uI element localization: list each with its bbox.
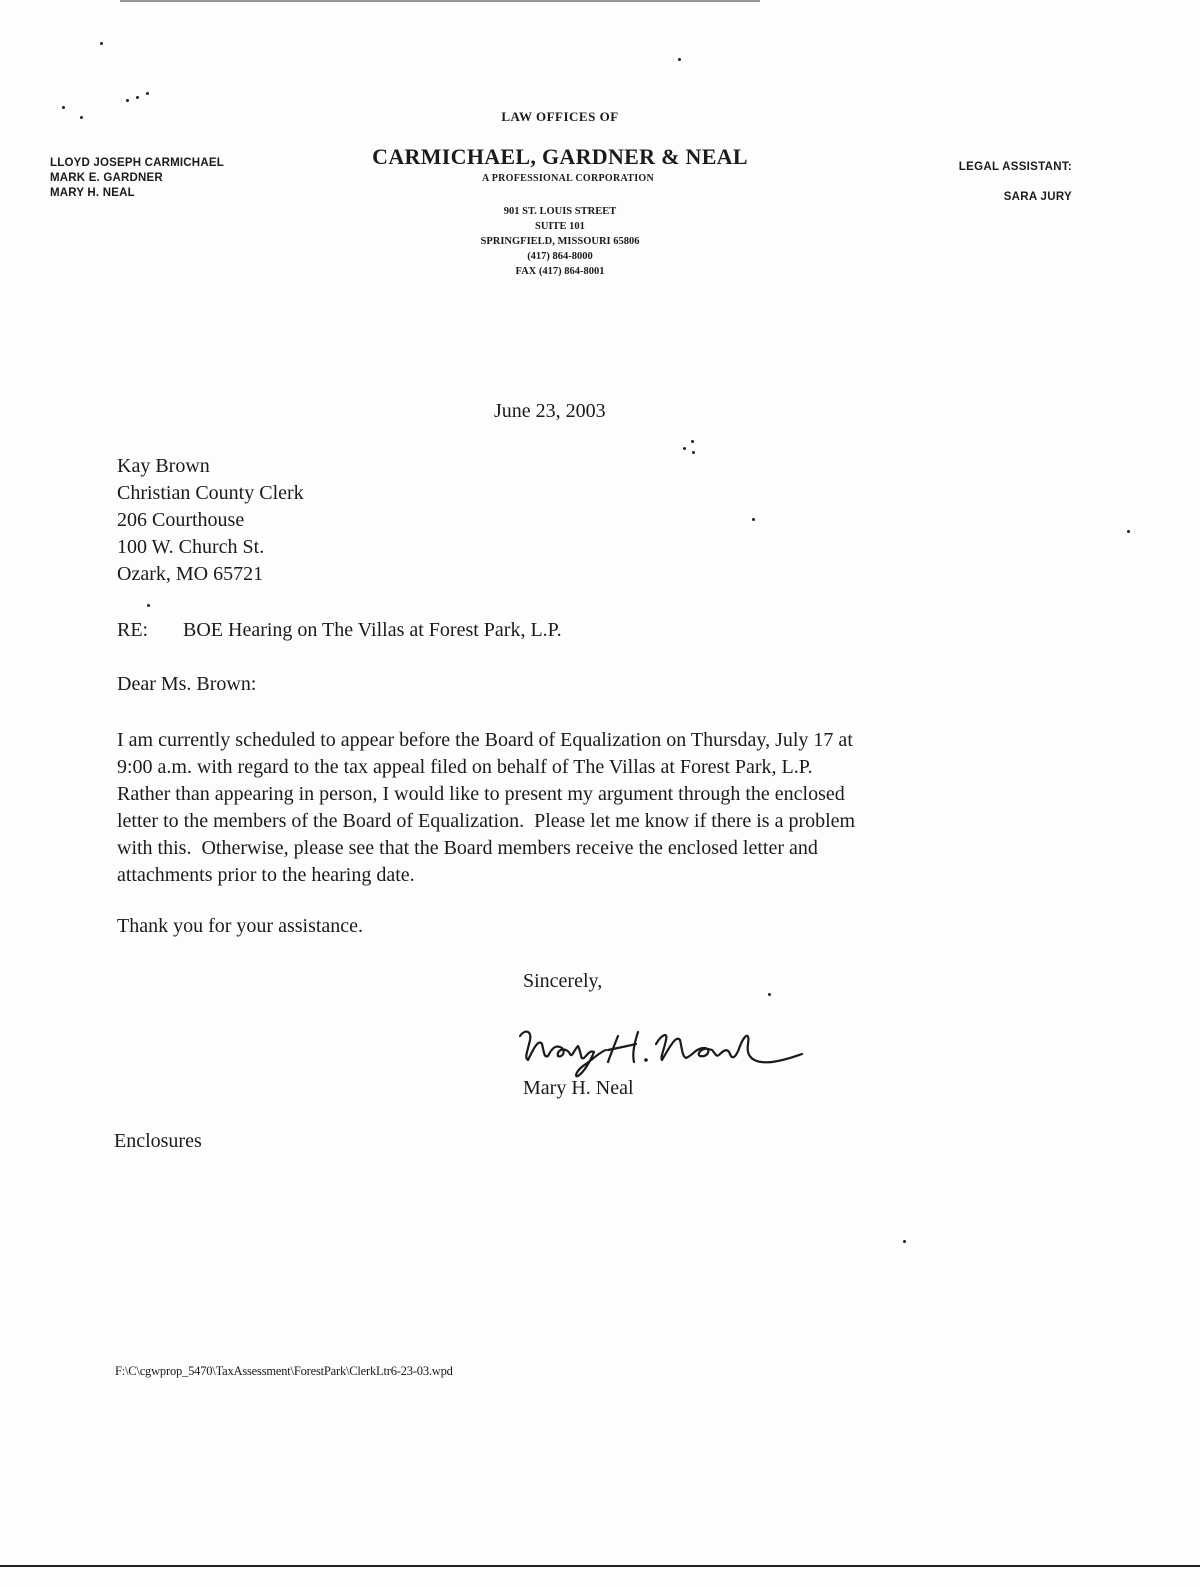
scan-edge-line: [120, 0, 760, 2]
scan-speck: [691, 440, 694, 443]
recipient-line: Kay Brown: [117, 455, 210, 477]
corporation-type: A PROFESSIONAL CORPORATION: [481, 173, 655, 184]
thank-you-line: Thank you for your assistance.: [117, 915, 364, 937]
paragraph-line: letter to the members of the Board of Equalization. Please let me know if there is a problem: [117, 810, 856, 832]
partner-name: MARK E. GARDNER: [50, 172, 163, 184]
scan-speck: [903, 1240, 906, 1243]
re-label: RE:: [117, 619, 149, 641]
scan-speck: [126, 99, 129, 102]
recipient-address-block: [117, 453, 304, 588]
re-subject: BOE Hearing on The Villas at Forest Park, L.P.: [183, 619, 562, 641]
address-line: SUITE 101: [535, 221, 585, 232]
handwritten-signature: [510, 1010, 810, 1080]
paragraph-line: attachments prior to the hearing date.: [117, 864, 415, 886]
partner-name: LLOYD JOSEPH CARMICHAEL: [50, 157, 224, 169]
recipient-line: Christian County Clerk: [117, 482, 304, 504]
firm-address: [0, 204, 1120, 279]
paragraph-line: 9:00 a.m. with regard to the tax appeal filed on behalf of The Villas at Forest Park, L.P.: [117, 756, 813, 778]
recipient-line: Ozark, MO 65721: [117, 563, 264, 585]
scan-speck: [146, 92, 149, 95]
legal-assistant-name: SARA JURY: [1003, 191, 1072, 203]
scan-speck: [100, 42, 103, 45]
address-line: 901 ST. LOUIS STREET: [503, 206, 617, 217]
address-line: (417) 864-8000: [527, 251, 593, 262]
scan-speck: [136, 96, 139, 99]
address-line: FAX (417) 864-8001: [515, 266, 605, 277]
signer-name: Mary H. Neal: [523, 1077, 634, 1099]
body-paragraph: [117, 727, 855, 889]
scan-speck: [768, 993, 771, 996]
law-offices-heading: LAW OFFICES OF: [501, 109, 619, 124]
scan-speck: [678, 58, 681, 61]
partner-name: MARY H. NEAL: [50, 187, 135, 199]
scan-speck: [147, 604, 150, 607]
closing: Sincerely,: [523, 970, 603, 992]
document-file-path: F:\C\cgwprop_5470\TaxAssessment\ForestPark\ClerkLtr6-23-03.wpd: [115, 1364, 453, 1378]
paragraph-line: Rather than appearing in person, I would like to present my argument through the enclosed: [117, 783, 845, 805]
firm-name: CARMICHAEL, GARDNER & NEAL: [372, 144, 748, 169]
scan-speck: [683, 447, 686, 450]
scan-speck: [752, 518, 755, 521]
legal-assistant-label: LEGAL ASSISTANT:: [958, 161, 1072, 173]
letter-date: June 23, 2003: [494, 400, 606, 422]
paragraph-line: with this. Otherwise, please see that the Board members receive the enclosed letter and: [117, 837, 818, 859]
enclosures-note: Enclosures: [114, 1130, 202, 1152]
salutation: Dear Ms. Brown:: [117, 673, 257, 695]
address-line: SPRINGFIELD, MISSOURI 65806: [480, 236, 640, 247]
paragraph-line: I am currently scheduled to appear before the Board of Equalization on Thursday, July 17 at: [117, 729, 853, 751]
scan-speck: [692, 451, 695, 454]
recipient-line: 100 W. Church St.: [117, 536, 265, 558]
recipient-line: 206 Courthouse: [117, 509, 245, 531]
scan-edge-line: [0, 1565, 1200, 1567]
scan-speck: [1127, 530, 1130, 533]
